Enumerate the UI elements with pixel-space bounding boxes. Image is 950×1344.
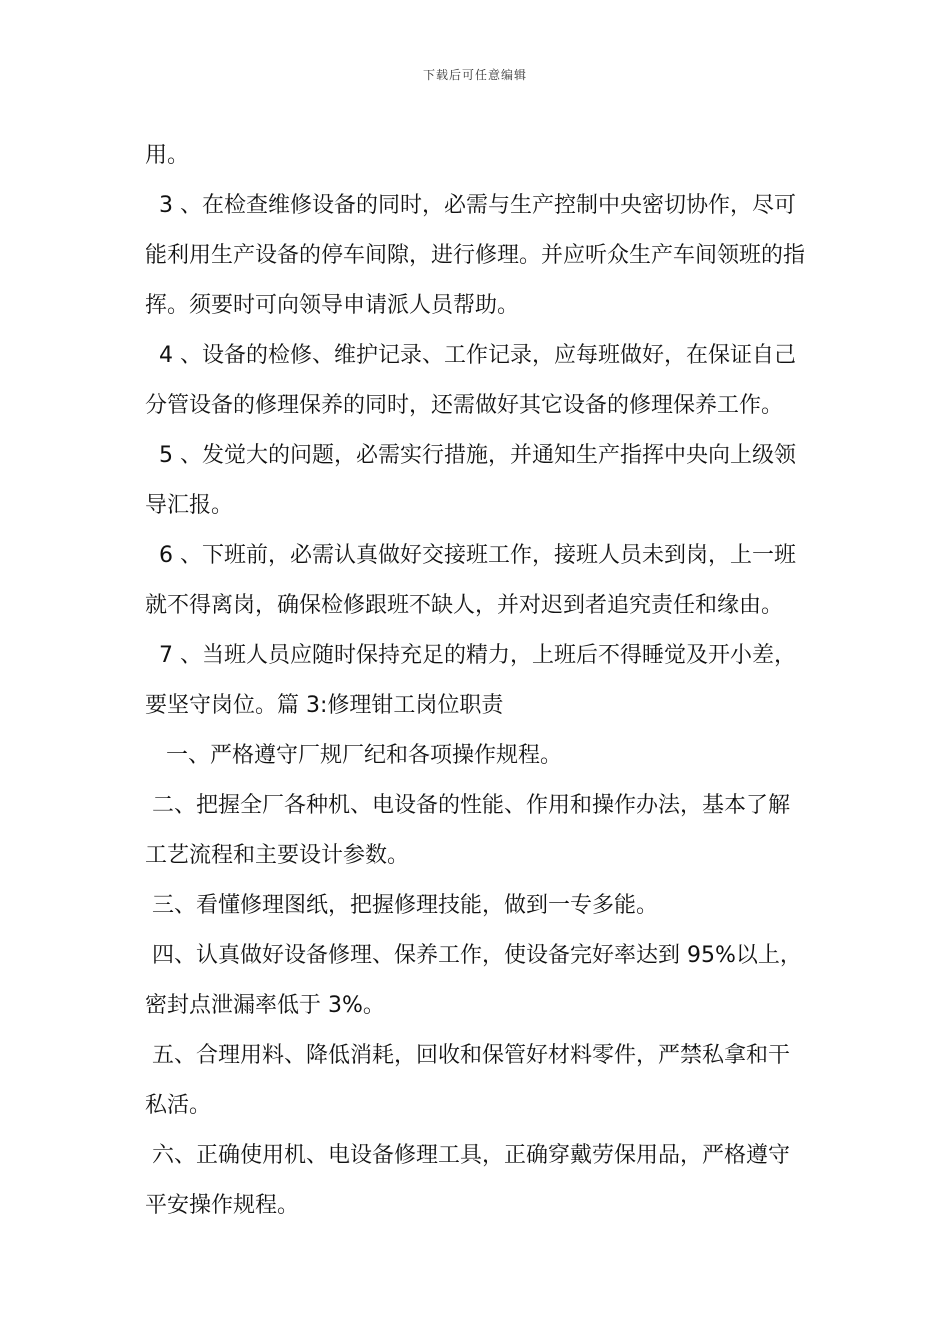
page-header-note: 下载后可任意编辑 <box>422 68 527 82</box>
paragraph-duty-5: 五、合理用料、降低消耗，回收和保管好材料零件，严禁私拿和干私活。 <box>145 1043 791 1118</box>
paragraph-duty-3: 三、看懂修理图纸，把握修理技能，做到一专多能。 <box>145 893 659 918</box>
document-body <box>145 131 810 1231</box>
paragraph-item-6: 6 、下班前，必需认真做好交接班工作，接班人员未到岗，上一班就不得离岗，确保检修跟班不缺人，并对迟到者追究责任和缘由。 <box>145 543 796 618</box>
paragraph-duty-6: 六、正确使用机、电设备修理工具，正确穿戴劳保用品，严格遵守平安操作规程。 <box>145 1143 791 1218</box>
paragraph-duty-2: 二、把握全厂各种机、电设备的性能、作用和操作办法，基本了解工艺流程和主要设计参数。 <box>145 793 791 868</box>
paragraph-item-5: 5 、发觉大的问题，必需实行措施，并通知生产指挥中央向上级领导汇报。 <box>145 443 796 518</box>
paragraph-duty-1: 一、严格遵守厂规厂纪和各项操作规程。 <box>145 743 562 768</box>
paragraph-item-3: 3 、在检查维修设备的同时，必需与生产控制中央密切协作，尽可能利用生产设备的停车间隙，进行修理。并应听众生产车间领班的指挥。须要时可向领导申请派人员帮助。 <box>145 193 806 318</box>
paragraph-item-7: 7 、当班人员应随时保持充足的精力，上班后不得睡觉及开小差，要坚守岗位。篇 3:修理钳工岗位职责 <box>145 643 796 718</box>
paragraph-duty-4: 四、认真做好设备修理、保养工作，使设备完好率达到 95%以上，密封点泄漏率低于 3%。 <box>145 943 802 1018</box>
paragraph-continuation: 用。 <box>145 143 190 168</box>
paragraph-item-4: 4 、设备的检修、维护记录、工作记录，应每班做好，在保证自己分管设备的修理保养的同时，还需做好其它设备的修理保养工作。 <box>145 343 796 418</box>
